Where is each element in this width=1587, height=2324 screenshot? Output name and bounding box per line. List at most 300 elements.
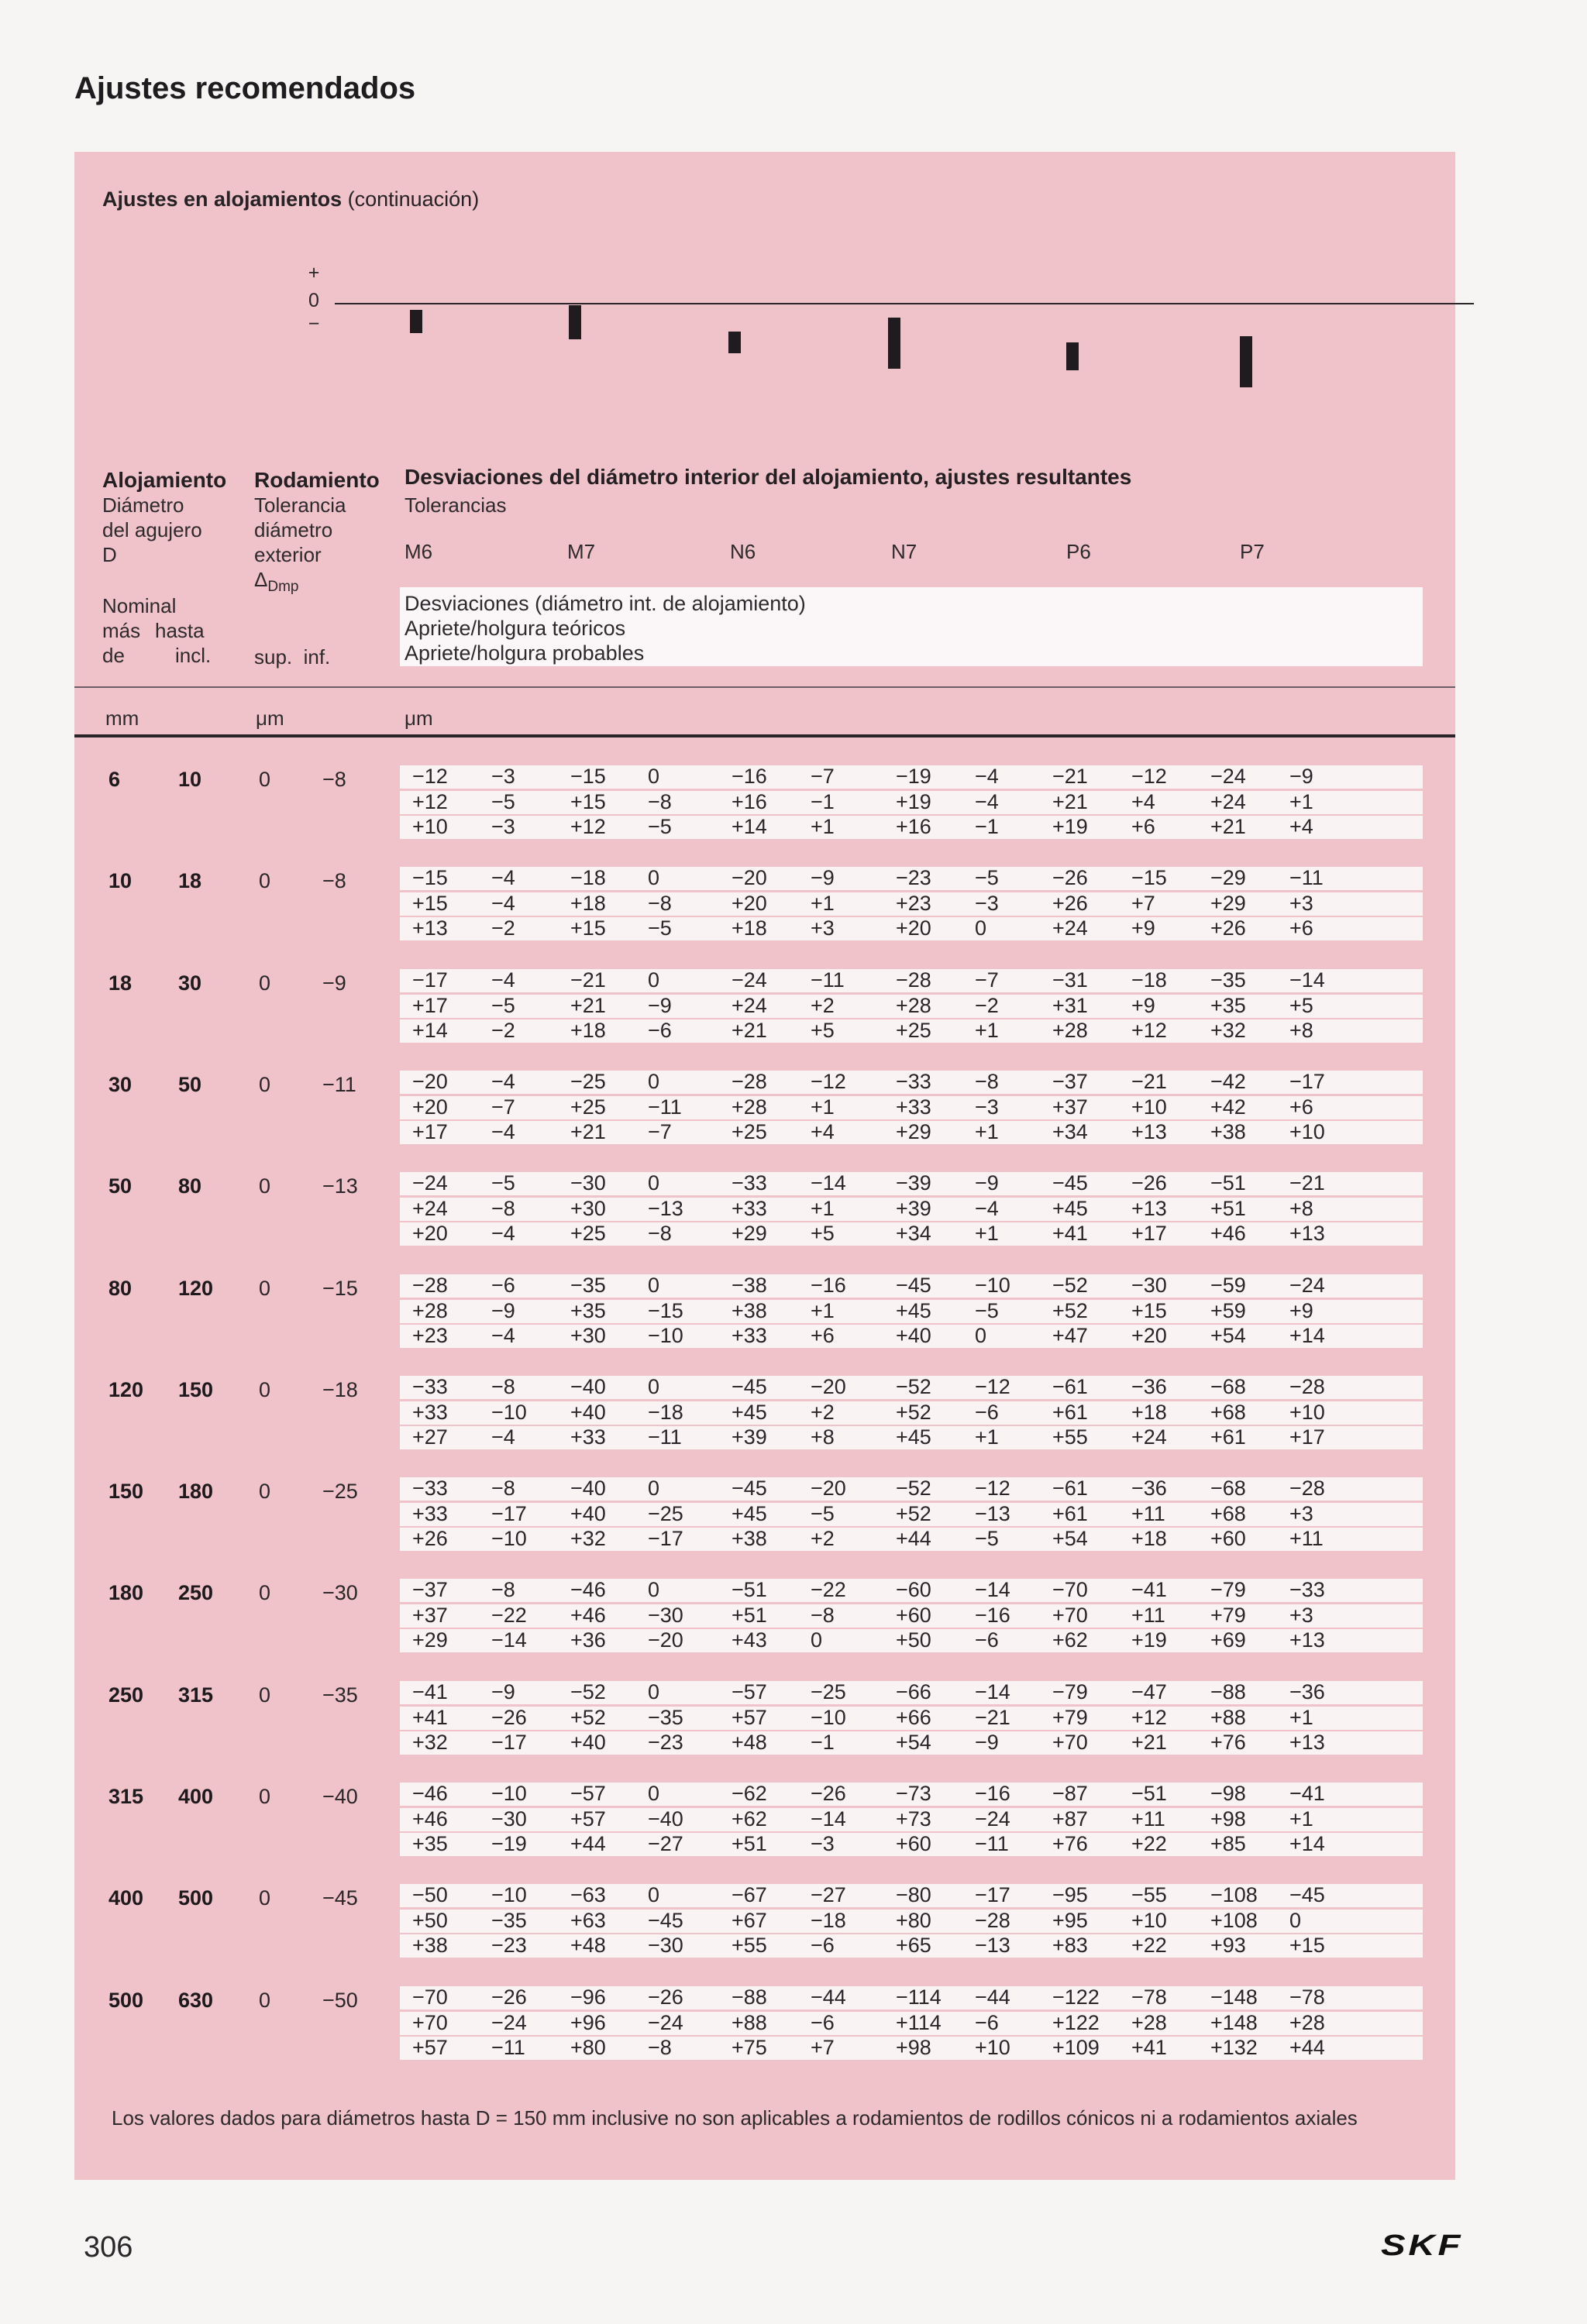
deviation-cell: −8 — [491, 1578, 515, 1601]
deviation-cell: −40 — [570, 1477, 606, 1500]
deviation-cell: +29 — [1210, 892, 1246, 915]
deviation-cell: −28 — [1289, 1375, 1325, 1398]
deviation-cell: +60 — [1210, 1527, 1246, 1550]
deviation-cell: +19 — [1131, 1628, 1167, 1652]
tolerance-zone-diagram — [74, 152, 1455, 407]
deviation-cell: −11 — [811, 968, 845, 992]
deviation-cell: −4 — [491, 968, 515, 992]
deviation-cell: +73 — [896, 1807, 931, 1831]
size-from: 30 — [108, 1073, 133, 1096]
deviation-cell: −11 — [648, 1095, 682, 1119]
deviation-cell: −4 — [491, 866, 515, 889]
deviation-cell: −18 — [570, 866, 606, 889]
deviation-cell: +62 — [732, 1807, 767, 1831]
deviation-cell: 0 — [811, 1628, 823, 1652]
deviation-cell: −28 — [1289, 1477, 1325, 1500]
deviation-cell: −98 — [1210, 1782, 1246, 1805]
deviation-cell: −17 — [491, 1731, 527, 1754]
deviation-cell: +12 — [412, 790, 448, 813]
deviation-cell: −11 — [491, 2036, 525, 2059]
deviation-cell: +18 — [570, 1019, 606, 1042]
deviation-cell: +1 — [811, 1095, 835, 1119]
deviation-cell: −2 — [491, 1019, 515, 1042]
deviation-cell: −30 — [570, 1171, 606, 1195]
deviation-cell: −70 — [1052, 1578, 1088, 1601]
deviation-cell: −24 — [732, 968, 767, 992]
deviation-cell: +39 — [732, 1425, 767, 1449]
deviation-cell: −26 — [648, 1985, 683, 2009]
tol-inf: −18 — [322, 1378, 358, 1401]
delta-symbol: Δ — [254, 568, 268, 591]
deviation-cell: −57 — [732, 1680, 767, 1703]
delta-subscript: Dmp — [267, 579, 299, 596]
deviation-cell: 0 — [648, 1070, 660, 1093]
deviation-cell: +11 — [1131, 1807, 1165, 1831]
deviation-cell: +43 — [732, 1628, 767, 1652]
deviation-cell: −23 — [648, 1731, 683, 1754]
deviation-cell: +47 — [1052, 1324, 1088, 1347]
deviation-cell: +87 — [1052, 1807, 1088, 1831]
header-rule — [74, 686, 1455, 688]
deviation-cell: −4 — [975, 790, 999, 813]
size-to: 400 — [178, 1785, 214, 1808]
tol-inf: −40 — [322, 1785, 358, 1808]
deviation-cell: +54 — [896, 1731, 931, 1754]
deviation-cell: −33 — [896, 1070, 931, 1093]
deviation-cell: −9 — [491, 1299, 515, 1322]
deviation-cell: +15 — [412, 892, 448, 915]
size-to: 30 — [178, 971, 202, 995]
skf-logo: SKF — [1381, 2229, 1464, 2262]
deviation-cell: −26 — [491, 1985, 527, 2009]
deviation-cell: +30 — [570, 1324, 606, 1347]
deviation-cell: +4 — [1131, 790, 1155, 813]
deviation-cell: +1 — [975, 1019, 999, 1042]
header-housing: Alojamiento — [102, 468, 227, 492]
deviation-cell: −28 — [732, 1070, 767, 1093]
class-p6: P6 — [1066, 540, 1091, 563]
deviation-cell: +80 — [896, 1909, 931, 1932]
deviation-cell: +7 — [811, 2036, 835, 2059]
deviation-cell: −24 — [1289, 1274, 1325, 1297]
deviation-cell: +28 — [1131, 2011, 1167, 2034]
tol-sup: 0 — [259, 1886, 271, 1910]
deviation-cell: 0 — [648, 1171, 660, 1195]
deviation-cell: +1 — [975, 1425, 999, 1449]
deviation-cell: +61 — [1052, 1401, 1088, 1424]
deviation-cell: +35 — [1210, 994, 1246, 1017]
deviation-cell: −41 — [1289, 1782, 1325, 1805]
deviation-cell: −12 — [975, 1375, 1010, 1398]
deviation-cell: −25 — [570, 1070, 606, 1093]
tol-inf: −13 — [322, 1174, 358, 1198]
deviation-cell: −11 — [648, 1425, 682, 1449]
deviation-cell: +24 — [412, 1197, 448, 1220]
deviation-cell: −14 — [811, 1171, 846, 1195]
deviation-cell: +3 — [1289, 1604, 1313, 1627]
deviation-cell: +54 — [1052, 1527, 1088, 1550]
deviation-cell: +33 — [570, 1425, 606, 1449]
deviation-cell: −35 — [1210, 968, 1246, 992]
deviation-cell: −15 — [1131, 866, 1167, 889]
deviation-cell: +67 — [732, 1909, 767, 1932]
deviation-cell: −88 — [1210, 1680, 1246, 1703]
deviation-cell: −8 — [811, 1604, 835, 1627]
deviation-cell: −44 — [811, 1985, 846, 2009]
unit-um-bearing: μm — [256, 706, 284, 730]
size-to: 18 — [178, 869, 202, 892]
deviation-cell: −36 — [1131, 1375, 1167, 1398]
deviation-cell: −62 — [732, 1782, 767, 1805]
tol-sup: 0 — [259, 1277, 271, 1300]
deviation-cell: −35 — [491, 1909, 527, 1932]
deviation-cell: −24 — [1210, 765, 1246, 788]
deviation-cell: −27 — [811, 1883, 846, 1906]
deviation-cell: +24 — [1052, 916, 1088, 940]
deviation-cell: −8 — [975, 1070, 999, 1093]
deviation-cell: −3 — [491, 765, 515, 788]
deviation-cell: +61 — [1210, 1425, 1246, 1449]
deviation-cell: −3 — [491, 815, 515, 838]
tol-sup: 0 — [259, 1174, 271, 1198]
deviation-cell: +11 — [1131, 1502, 1165, 1525]
header-deviations: Desviaciones del diámetro interior del alojamiento, ajustes resultantes — [404, 465, 1132, 489]
deviation-cell: +62 — [1052, 1628, 1088, 1652]
page-title: Ajustes recomendados — [74, 71, 416, 105]
deviation-cell: +46 — [412, 1807, 448, 1831]
deviation-cell: +46 — [570, 1604, 606, 1627]
deviation-cell: +3 — [1289, 892, 1313, 915]
deviation-cell: −10 — [811, 1706, 846, 1729]
bore-diameter-line: D — [102, 543, 117, 566]
deviation-cell: +35 — [570, 1299, 606, 1322]
deviation-cell: −12 — [811, 1070, 846, 1093]
deviation-cell: −24 — [412, 1171, 448, 1195]
tol-sup: 0 — [259, 869, 271, 892]
deviation-cell: +83 — [1052, 1934, 1088, 1957]
deviation-cell: −3 — [811, 1832, 835, 1855]
tol-sup: 0 — [259, 1785, 271, 1808]
deviation-cell: +16 — [732, 790, 767, 813]
deviation-cell: +26 — [412, 1527, 448, 1550]
deviation-cell: −20 — [648, 1628, 683, 1652]
deviation-cell: −4 — [975, 1197, 999, 1220]
deviation-cell: −8 — [648, 2036, 672, 2059]
deviation-cell: +8 — [811, 1425, 835, 1449]
deviation-cell: +9 — [1289, 1299, 1313, 1322]
deviation-cell: −8 — [491, 1375, 515, 1398]
size-to: 315 — [178, 1683, 214, 1707]
tol-inf: −9 — [322, 971, 346, 995]
deviation-cell: −8 — [648, 790, 672, 813]
deviation-cell: +70 — [412, 2011, 448, 2034]
deviation-cell: +41 — [1131, 2036, 1167, 2059]
deviation-cell: −8 — [491, 1477, 515, 1500]
deviation-cell: 0 — [648, 1375, 660, 1398]
deviation-cell: +3 — [811, 916, 835, 940]
tol-inf: −25 — [322, 1480, 358, 1503]
deviation-cell: +28 — [412, 1299, 448, 1322]
deviation-cell: 0 — [648, 1274, 660, 1297]
size-to: 630 — [178, 1989, 214, 2012]
deviation-cell: +4 — [811, 1120, 835, 1143]
deviation-cell: +14 — [1289, 1832, 1325, 1855]
deviation-cell: −55 — [1131, 1883, 1167, 1906]
deviation-cell: +48 — [570, 1934, 606, 1957]
deviation-cell: −16 — [811, 1274, 846, 1297]
deviation-cell: −28 — [412, 1274, 448, 1297]
deviation-cell: −23 — [896, 866, 931, 889]
deviation-cell: +122 — [1052, 2011, 1100, 2034]
page-number: 306 — [84, 2231, 133, 2264]
deviation-cell: +24 — [1131, 1425, 1167, 1449]
deviation-cell: −12 — [412, 765, 448, 788]
deviation-cell: −5 — [491, 790, 515, 813]
deviation-cell: −12 — [975, 1477, 1010, 1500]
deviation-cell: +20 — [412, 1095, 448, 1119]
deviation-cell: −47 — [1131, 1680, 1167, 1703]
deviation-cell: +70 — [1052, 1604, 1088, 1627]
deviation-cell: +28 — [732, 1095, 767, 1119]
panel-heading-bold: Ajustes en alojamientos — [102, 187, 343, 211]
size-to: 10 — [178, 768, 202, 791]
zone-p6 — [1066, 342, 1079, 370]
deviation-cell: +50 — [896, 1628, 931, 1652]
deviation-cell: −51 — [1210, 1171, 1246, 1195]
deviation-cell: +42 — [1210, 1095, 1246, 1119]
deviation-cell: +13 — [1289, 1222, 1325, 1245]
deviation-cell: −14 — [811, 1807, 846, 1831]
deviation-cell: −11 — [1289, 866, 1324, 889]
deviation-cell: +21 — [1131, 1731, 1167, 1754]
size-from: 180 — [108, 1581, 144, 1604]
deviation-cell: −9 — [648, 994, 672, 1017]
deviation-cell: +10 — [975, 2036, 1010, 2059]
deviation-cell: +95 — [1052, 1909, 1088, 1932]
de-label: de — [102, 644, 125, 667]
deviation-cell: +48 — [732, 1731, 767, 1754]
deviation-cell: +27 — [412, 1425, 448, 1449]
deviation-cell: +29 — [896, 1120, 931, 1143]
deviation-cell: +55 — [732, 1934, 767, 1957]
deviation-cell: −73 — [896, 1782, 931, 1805]
deviation-cell: −28 — [896, 968, 931, 992]
deviation-cell: −45 — [732, 1375, 767, 1398]
deviation-cell: −20 — [412, 1070, 448, 1093]
deviation-cell: +51 — [1210, 1197, 1246, 1220]
deviation-cell: +2 — [811, 994, 835, 1017]
size-from: 250 — [108, 1683, 144, 1707]
incl-label: incl. — [175, 644, 212, 667]
deviation-cell: −2 — [491, 916, 515, 940]
deviation-cell: −7 — [811, 765, 835, 788]
deviation-cell: −20 — [732, 866, 767, 889]
deviation-cell: +36 — [570, 1628, 606, 1652]
deviation-cell: −57 — [570, 1782, 606, 1805]
deviation-cell: +54 — [1210, 1324, 1246, 1347]
deviation-cell: −3 — [975, 892, 999, 915]
deviation-cell: −5 — [648, 916, 672, 940]
deviation-cell: −67 — [732, 1883, 767, 1906]
deviation-cell: +17 — [1289, 1425, 1325, 1449]
deviation-cell: −52 — [896, 1375, 931, 1398]
tol-sup: 0 — [259, 1581, 271, 1604]
deviation-cell: +88 — [1210, 1706, 1246, 1729]
deviation-cell: +1 — [975, 1120, 999, 1143]
deviation-cell: +88 — [732, 2011, 767, 2034]
size-from: 80 — [108, 1277, 133, 1300]
deviation-cell: +61 — [1052, 1502, 1088, 1525]
deviation-cell: +24 — [732, 994, 767, 1017]
tol-sup: 0 — [259, 1480, 271, 1503]
deviation-cell: +4 — [1289, 815, 1313, 838]
deviation-cell: −24 — [648, 2011, 683, 2034]
deviation-cell: −9 — [811, 866, 835, 889]
deviation-cell: +22 — [1131, 1934, 1167, 1957]
deviation-cell: +10 — [1289, 1120, 1325, 1143]
deviation-cell: −61 — [1052, 1375, 1088, 1398]
deviation-cell: −96 — [570, 1985, 606, 2009]
deviation-cell: +51 — [732, 1604, 767, 1627]
deviation-cell: −37 — [412, 1578, 448, 1601]
footnote: Los valores dados para diámetros hasta D = 150 mm inclusive no son aplicables a rodamientos de rodillos cónicos ni a rodamientos axiales — [112, 2106, 1358, 2130]
deviation-cell: +17 — [1131, 1222, 1167, 1245]
deviation-cell: 0 — [648, 1680, 660, 1703]
deviation-cell: +2 — [811, 1527, 835, 1550]
deviation-cell: +18 — [570, 892, 606, 915]
deviation-cell: −24 — [975, 1807, 1010, 1831]
deviation-cell: 0 — [975, 916, 987, 940]
deviation-cell: +22 — [1131, 1832, 1167, 1855]
deviation-cell: +6 — [811, 1324, 835, 1347]
deviation-cell: −18 — [1131, 968, 1167, 992]
deviation-cell: +1 — [1289, 1807, 1313, 1831]
deviation-cell: +25 — [570, 1222, 606, 1245]
tol-sup: 0 — [259, 1073, 271, 1096]
deviation-cell: −25 — [811, 1680, 846, 1703]
deviation-cell: −15 — [570, 765, 606, 788]
deviation-cell: −11 — [975, 1832, 1009, 1855]
deviation-cell: −70 — [412, 1985, 448, 2009]
tol-sup: 0 — [259, 1989, 271, 2012]
deviation-cell: +37 — [412, 1604, 448, 1627]
deviation-cell: −88 — [732, 1985, 767, 2009]
deviation-cell: −60 — [896, 1578, 931, 1601]
deviation-cell: −9 — [975, 1171, 999, 1195]
deviation-cell: +19 — [1052, 815, 1088, 838]
legend-probable: Apriete/holgura probables — [404, 641, 645, 665]
deviation-cell: +26 — [1210, 916, 1246, 940]
deviation-cell: −45 — [648, 1909, 683, 1932]
deviation-cell: −41 — [1131, 1578, 1167, 1601]
bore-diameter-line: del agujero — [102, 518, 202, 541]
deviation-cell: −1 — [811, 1731, 835, 1754]
deviation-cell: +65 — [896, 1934, 931, 1957]
deviation-cell: +34 — [1052, 1120, 1088, 1143]
size-to: 180 — [178, 1480, 214, 1503]
deviation-cell: −2 — [975, 994, 999, 1017]
deviation-cell: −33 — [1289, 1578, 1325, 1601]
deviation-cell: +109 — [1052, 2036, 1100, 2059]
deviation-cell: −23 — [491, 1934, 527, 1957]
od-tolerance-line: exterior — [254, 543, 322, 566]
deviation-cell: −87 — [1052, 1782, 1088, 1805]
legend-theoretical: Apriete/holgura teóricos — [404, 617, 626, 640]
deviation-cell: +21 — [732, 1019, 767, 1042]
deviation-cell: −63 — [570, 1883, 606, 1906]
deviation-cell: +1 — [811, 815, 835, 838]
deviation-cell: +38 — [412, 1934, 448, 1957]
deviation-cell: 0 — [648, 1477, 660, 1500]
deviation-cell: +63 — [570, 1909, 606, 1932]
deviation-cell: +21 — [570, 1120, 606, 1143]
deviation-cell: +30 — [570, 1197, 606, 1220]
size-from: 150 — [108, 1480, 144, 1503]
deviation-cell: +52 — [896, 1502, 931, 1525]
deviation-cell: −4 — [491, 892, 515, 915]
sup-inf-label: sup. inf. — [254, 645, 331, 669]
deviation-cell: −33 — [412, 1375, 448, 1398]
deviation-cell: −78 — [1131, 1985, 1167, 2009]
deviation-cell: +68 — [1210, 1401, 1246, 1424]
deviation-cell: −79 — [1052, 1680, 1088, 1703]
header-bearing: Rodamiento — [254, 468, 380, 492]
deviation-cell: +8 — [1289, 1197, 1313, 1220]
deviation-cell: +6 — [1131, 815, 1155, 838]
deviation-cell: +11 — [1131, 1604, 1165, 1627]
deviation-cell: −10 — [491, 1401, 527, 1424]
deviation-cell: +1 — [1289, 1706, 1313, 1729]
deviation-cell: −10 — [491, 1782, 527, 1805]
deviation-cell: +79 — [1210, 1604, 1246, 1627]
deviation-cell: −9 — [975, 1731, 999, 1754]
deviation-cell: +9 — [1131, 916, 1155, 940]
deviation-cell: +9 — [1131, 994, 1155, 1017]
deviation-cell: −20 — [811, 1477, 846, 1500]
deviation-cell: +24 — [1210, 790, 1246, 813]
size-from: 6 — [108, 768, 121, 791]
deviation-cell: +44 — [570, 1832, 606, 1855]
class-m7: M7 — [567, 540, 596, 563]
deviation-cell: −46 — [570, 1578, 606, 1601]
deviation-cell: −122 — [1052, 1985, 1100, 2009]
deviation-cell: +15 — [1131, 1299, 1167, 1322]
deviation-cell: −13 — [975, 1934, 1010, 1957]
deviation-cell: +33 — [412, 1502, 448, 1525]
plus-symbol: + — [308, 262, 320, 284]
deviation-cell: −4 — [975, 765, 999, 788]
deviation-cell: +44 — [896, 1527, 931, 1550]
deviation-cell: −44 — [975, 1985, 1010, 2009]
deviation-cell: −30 — [1131, 1274, 1167, 1297]
tol-inf: −30 — [322, 1581, 358, 1604]
deviation-cell: −17 — [648, 1527, 683, 1550]
delta-dmp-symbol — [254, 567, 346, 600]
size-from: 315 — [108, 1785, 144, 1808]
bore-diameter-label — [102, 493, 202, 567]
deviation-cell: −21 — [570, 968, 606, 992]
deviation-cell: 0 — [1289, 1909, 1302, 1932]
deviation-cell: −42 — [1210, 1070, 1246, 1093]
deviation-cell: −9 — [1289, 765, 1313, 788]
deviation-cell: −10 — [648, 1324, 683, 1347]
deviation-cell: −13 — [648, 1197, 683, 1220]
deviation-cell: +79 — [1052, 1706, 1088, 1729]
deviation-cell: −46 — [412, 1782, 448, 1805]
deviation-cell: −5 — [975, 1527, 999, 1550]
deviation-cell: −26 — [811, 1782, 846, 1805]
deviation-cell: +76 — [1210, 1731, 1246, 1754]
